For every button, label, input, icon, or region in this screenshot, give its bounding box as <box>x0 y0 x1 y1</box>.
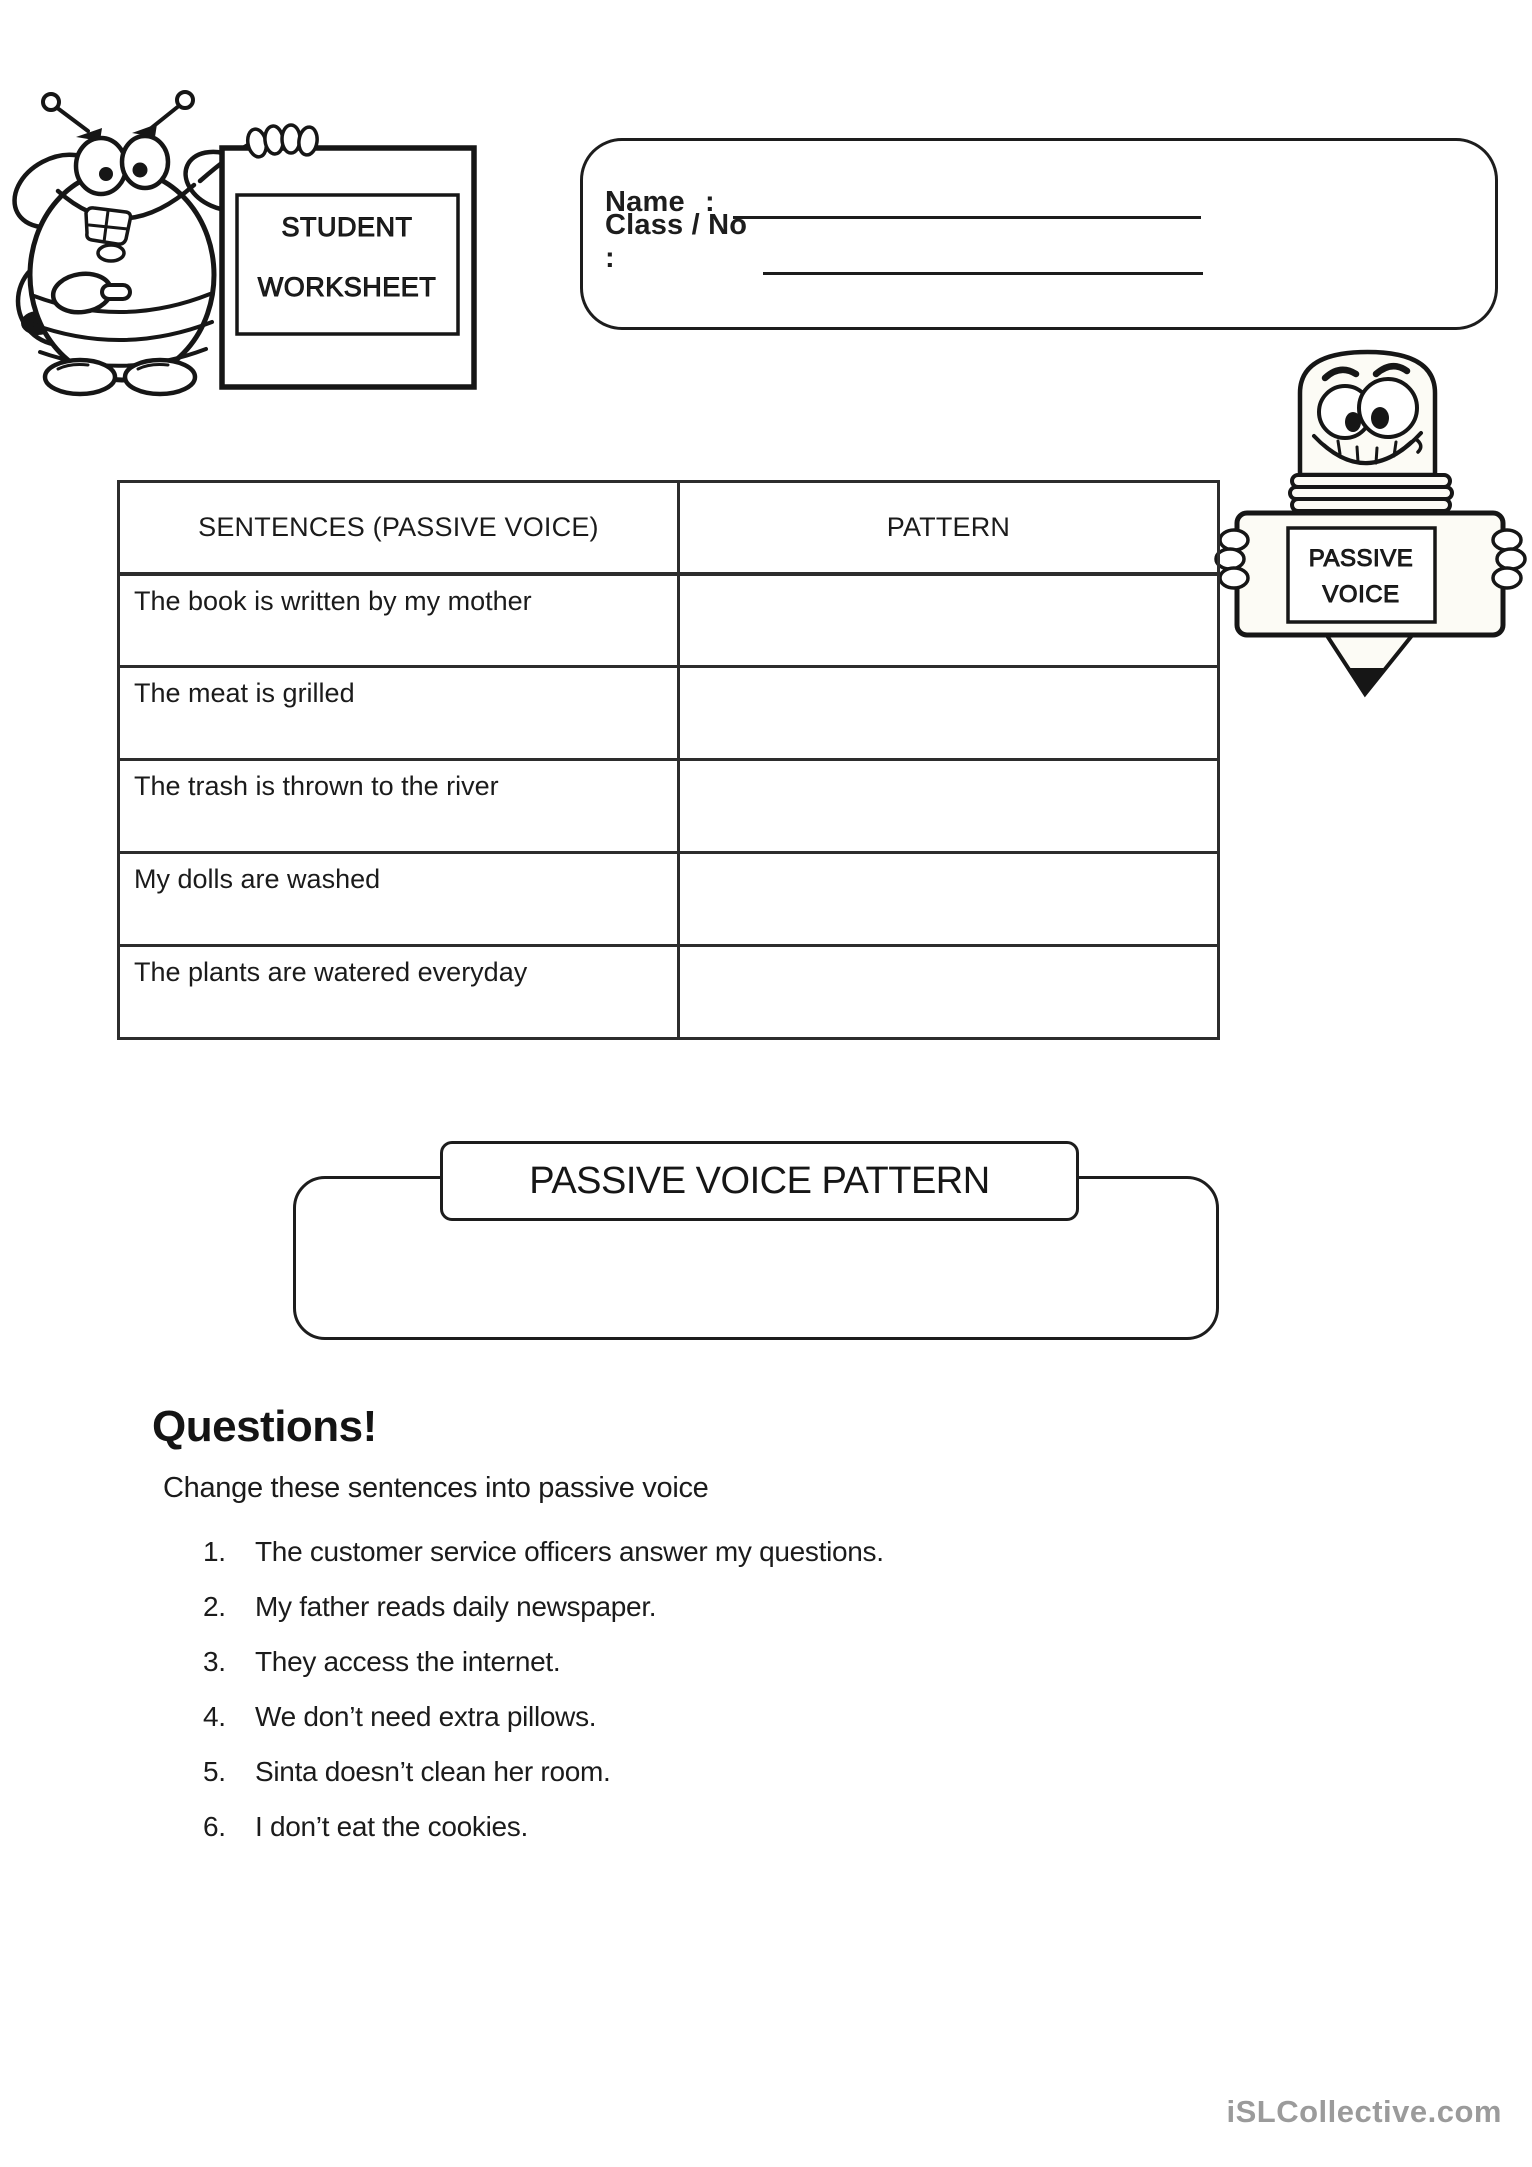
table-header-pattern: PATTERN <box>678 482 1218 574</box>
name-label: Name <box>605 186 685 218</box>
pencil-sign-line1: PASSIVE <box>1308 545 1414 572</box>
question-item <box>203 1524 1103 1579</box>
question-item <box>203 1689 1103 1744</box>
question-item <box>203 1579 1103 1634</box>
table-row <box>119 667 1219 760</box>
question-number: 4. <box>203 1700 226 1732</box>
class-label: Class / No : <box>605 209 748 274</box>
bee-antenna-icon <box>177 92 193 108</box>
question-text: Sinta doesn’t clean her room. <box>255 1755 611 1787</box>
bee-pointing-hand-icon <box>102 285 130 299</box>
question-number: 3. <box>203 1645 226 1677</box>
question-item <box>203 1744 1103 1799</box>
pencil-mascot-illustration <box>1212 338 1530 700</box>
question-text: We don’t need extra pillows. <box>255 1700 597 1732</box>
sentence-cell: The trash is thrown to the river <box>119 760 679 853</box>
table-header-row <box>119 482 1219 574</box>
question-number: 1. <box>203 1535 226 1567</box>
class-input-line[interactable] <box>763 245 1203 275</box>
name-input-line[interactable] <box>733 189 1201 219</box>
bee-sign-line1: STUDENT <box>281 212 413 242</box>
question-item <box>203 1634 1103 1689</box>
class-row <box>605 209 1203 275</box>
table-row <box>119 946 1219 1039</box>
question-number: 6. <box>203 1810 226 1842</box>
pencil-eye-icon <box>1359 379 1417 437</box>
bee-mascot-illustration <box>10 63 480 398</box>
bee-sign-line2: WORKSHEET <box>257 272 437 302</box>
question-number: 2. <box>203 1590 226 1622</box>
pattern-input-cell[interactable] <box>678 667 1218 760</box>
table-row <box>119 574 1219 667</box>
table-header-sentences: SENTENCES (PASSIVE VOICE) <box>119 482 679 574</box>
questions-list <box>203 1524 1103 1854</box>
pencil-sign-line2: VOICE <box>1322 581 1400 608</box>
pattern-input-cell[interactable] <box>678 853 1218 946</box>
bee-antenna-icon <box>43 94 59 110</box>
sentence-cell: The meat is grilled <box>119 667 679 760</box>
question-number: 5. <box>203 1755 226 1787</box>
question-item <box>203 1799 1103 1854</box>
name-class-box <box>580 138 1498 330</box>
name-colon: : <box>705 186 715 218</box>
questions-instruction: Change these sentences into passive voice <box>163 1472 709 1504</box>
question-text: The customer service officers answer my questions. <box>255 1535 884 1567</box>
sentence-cell: The plants are watered everyday <box>119 946 679 1039</box>
bee-eye-icon <box>122 136 168 188</box>
bee-eye-icon <box>76 138 126 194</box>
question-text: They access the internet. <box>255 1645 561 1677</box>
islcollective-watermark: iSLCollective.com <box>1226 2094 1502 2129</box>
sentence-cell: My dolls are washed <box>119 853 679 946</box>
sentence-cell: The book is written by my mother <box>119 574 679 667</box>
table-row <box>119 760 1219 853</box>
passive-voice-table <box>117 480 1220 1040</box>
pencil-left-hand-icon <box>1220 530 1248 550</box>
question-text: My father reads daily newspaper. <box>255 1590 657 1622</box>
pattern-input-cell[interactable] <box>678 574 1218 667</box>
pattern-input-cell[interactable] <box>678 946 1218 1039</box>
questions-heading: Questions! <box>152 1402 377 1451</box>
pattern-input-cell[interactable] <box>678 760 1218 853</box>
pattern-section-title: PASSIVE VOICE PATTERN <box>529 1159 990 1202</box>
question-text: I don’t eat the cookies. <box>255 1810 528 1842</box>
table-row <box>119 853 1219 946</box>
pencil-right-hand-icon <box>1493 530 1521 550</box>
pattern-section-title-box <box>440 1141 1079 1221</box>
